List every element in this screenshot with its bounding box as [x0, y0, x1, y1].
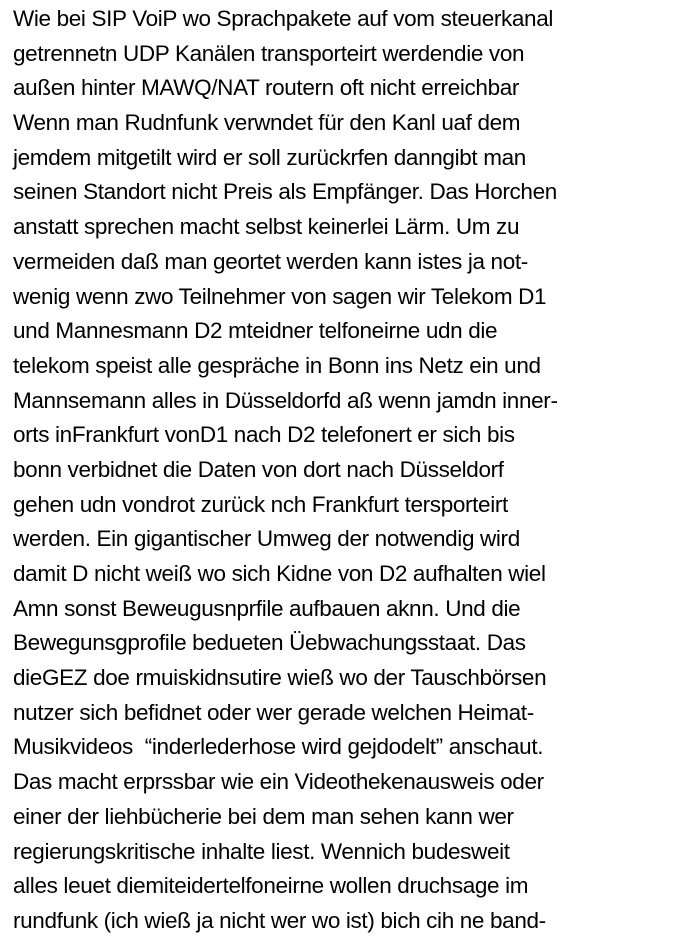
text-line: vermeiden daß man geortet werden kann istes ja not-: [13, 248, 528, 274]
text-line: getrennetn UDP Kanälen transporteirt werdendie von: [13, 40, 525, 66]
text-line: nutzer sich befidnet oder wer gerade welchen Heimat-: [13, 699, 534, 725]
text-line: einer der liehbücherie bei dem man sehen kann wer: [13, 803, 514, 829]
text-line: anstatt sprechen macht selbst keinerlei Lärm. Um zu: [13, 214, 520, 240]
text-line: Wenn man Rudnfunk verwndet für den Kanl uaf dem: [13, 110, 521, 136]
text-line: Bewegunsgprofile bedueten Üebwachungsstaat. Das: [13, 630, 526, 656]
text-line: Musikvideos “inderlederhose wird gejdodelt” anschaut.: [13, 734, 544, 760]
text-line: gehen udn vondrot zurück nch Frankfurt tersporteirt: [13, 491, 508, 517]
text-line: und Mannesmann D2 mteidner telfoneirne udn die: [13, 318, 498, 344]
text-line: Mannsemann alles in Düsseldorfd aß wenn jamdn inner-: [13, 387, 558, 413]
text-line: Wie bei SIP VoiP wo Sprachpakete auf vom steuerkanal: [13, 6, 554, 31]
text-line: regierungskritische inhalte liest. Wennich budesweit: [13, 838, 510, 864]
text-line: wenig wenn zwo Teilnehmer von sagen wir Telekom D1: [13, 283, 547, 309]
text-line: seinen Standort nicht Preis als Empfänger. Das Horchen: [13, 179, 557, 205]
text-line: Das macht erprssbar wie ein Videothekenausweis oder: [13, 769, 544, 795]
text-line: dieGEZ doe rmuiskidnsutire wieß wo der Tauschbörsen: [13, 665, 547, 691]
text-line: außen hinter MAWQ/NAT routern oft nicht erreichbar: [13, 75, 520, 101]
text-line: alles leuet diemiteidertelfoneirne wollen druchsage im: [13, 873, 529, 899]
text-line: orts inFrankfurt vonD1 nach D2 telefonert er sich bis: [13, 422, 515, 448]
text-line: jemdem mitgetilt wird er soll zurückrfen danngibt man: [13, 144, 526, 170]
body-text: [13, 2, 681, 939]
text-line: Amn sonst Beweugusnprfile aufbauen aknn. Und die: [13, 595, 521, 621]
text-line: telekom speist alle gespräche in Bonn ins Netz ein und: [13, 352, 541, 378]
text-line: damit D nicht weiß wo sich Kidne von D2 aufhalten wiel: [13, 561, 546, 586]
text-line: bonn verbidnet die Daten von dort nach Düsseldorf: [13, 456, 504, 482]
text-line: werden. Ein gigantischer Umweg der notwendig wird: [13, 526, 520, 552]
text-line: rundfunk (ich wieß ja nicht wer wo ist) bich cih ne band-: [13, 907, 546, 933]
